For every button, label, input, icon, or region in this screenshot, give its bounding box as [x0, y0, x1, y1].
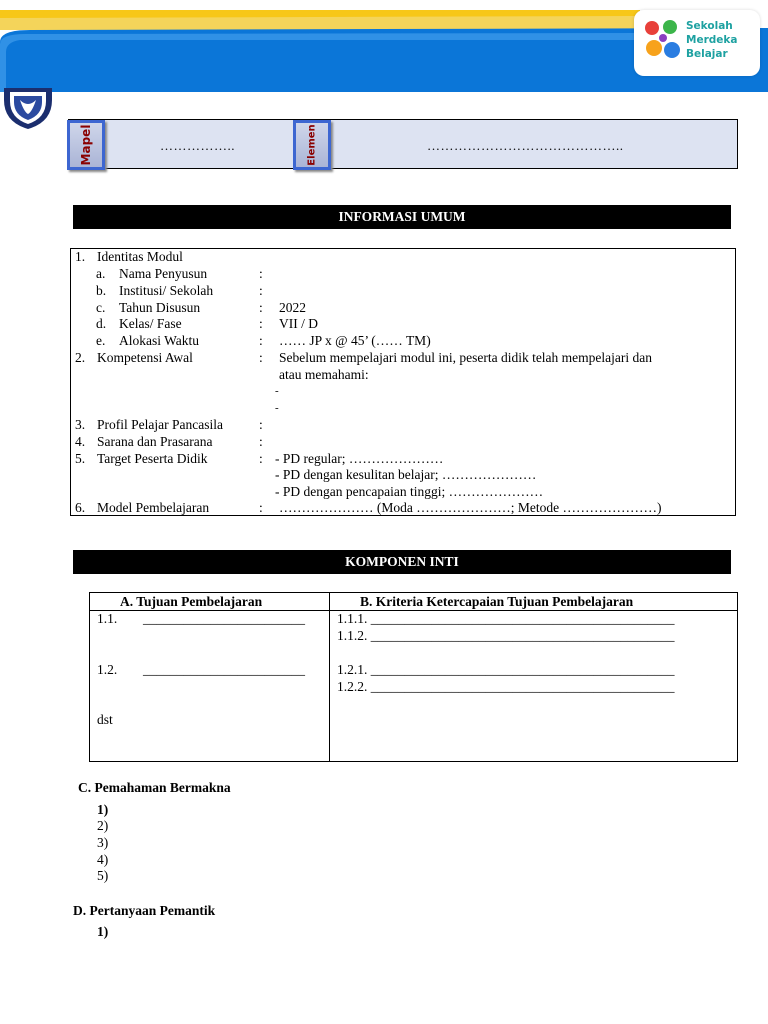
logo-line-3: Belajar [686, 48, 728, 60]
info-row-num: b. [96, 283, 107, 298]
tujuan-item-line: ________________________ [143, 611, 305, 626]
mapel-value: …………….. [160, 138, 235, 153]
kriteria-item: 1.1.2. _____________________________________________ [337, 628, 675, 643]
pemantik-item: 1) [97, 924, 109, 939]
info-row-label: Kompetensi Awal [97, 350, 193, 365]
pertanyaan-pemantik-heading: D. Pertanyaan Pemantik [73, 903, 216, 918]
info-row-label: Kelas/ Fase [119, 316, 182, 331]
info-row-label: Target Peserta Didik [97, 451, 208, 466]
tujuan-item-num: 1.2. [97, 662, 118, 677]
info-row-label: Identitas Modul [97, 249, 183, 264]
logo-figures-icon [642, 18, 684, 66]
info-row-label: Institusi/ Sekolah [119, 283, 214, 298]
pemahaman-item: 1) [97, 802, 109, 817]
col-b-header: B. Kriteria Ketercapaian Tujuan Pembelajaran [360, 594, 634, 609]
tujuan-item-line: ________________________ [143, 662, 305, 677]
info-row-label: Alokasi Waktu [119, 333, 200, 348]
pemahaman-item: 4) [97, 852, 109, 867]
info-row-sep: : [259, 300, 263, 315]
elemen-label: Elemen [306, 124, 318, 166]
logo-line-2: Merdeka [686, 34, 738, 46]
info-row-value: - PD dengan kesulitan belajar; ………………… [275, 467, 537, 482]
info-row-label: Profil Pelajar Pancasila [97, 417, 223, 432]
pemahaman-item: 5) [97, 868, 109, 883]
info-row-num: c. [96, 300, 106, 315]
info-row-num: 1. [75, 249, 86, 264]
info-row-label: Nama Penyusun [119, 266, 208, 281]
info-row-value: VII / D [279, 316, 318, 331]
info-row-sep: : [259, 500, 263, 515]
info-row-value: 2022 [279, 300, 306, 315]
info-row-num: e. [96, 333, 106, 348]
info-row-sep: : [259, 350, 263, 365]
info-row-value: atau memahami: [279, 367, 369, 382]
info-row-value: Sebelum mempelajari modul ini, peserta didik telah mempelajari dan [279, 350, 653, 365]
info-row-sep: : [259, 417, 263, 432]
info-row-sep: : [259, 434, 263, 449]
info-row-value: ………………… (Moda …………………; Metode …………………) [279, 500, 662, 515]
info-row-num: 6. [75, 500, 86, 515]
kriteria-item: 1.2.1. _____________________________________________ [337, 662, 675, 677]
info-row-num: 2. [75, 350, 86, 365]
info-row-sep: : [259, 316, 263, 331]
info-row-num: d. [96, 316, 107, 331]
informasi-umum-title: INFORMASI UMUM [73, 205, 731, 229]
tujuan-item-num: 1.1. [97, 611, 118, 626]
sekolah-merdeka-belajar-logo [634, 10, 760, 76]
table-column-divider [329, 592, 330, 762]
elemen-tab [293, 120, 331, 170]
tujuan-item-num: dst [97, 712, 113, 727]
pemahaman-item: 2) [97, 818, 109, 833]
info-row-sep: : [259, 333, 263, 348]
info-row-label: Sarana dan Prasarana [97, 434, 213, 449]
info-row-value: …… JP x @ 45’ (…… TM) [279, 333, 431, 348]
komponen-inti-title: KOMPONEN INTI [73, 550, 731, 574]
info-row-sep: : [259, 451, 263, 466]
info-row-value: - PD regular; ………………… [275, 451, 444, 466]
info-row-value: - PD dengan pencapaian tinggi; ………………… [275, 484, 544, 499]
info-row-value: - [275, 385, 279, 397]
info-row-num: 5. [75, 451, 86, 466]
logo-line-1: Sekolah [686, 20, 733, 32]
info-row-sep: : [259, 266, 263, 281]
pemahaman-item: 3) [97, 835, 109, 850]
info-row-label: Model Pembelajaran [97, 500, 210, 515]
mapel-label: Mapel [79, 124, 93, 166]
info-row-num: 4. [75, 434, 86, 449]
info-row-label: Tahun Disusun [119, 300, 201, 315]
info-row-num: 3. [75, 417, 86, 432]
col-a-header: A. Tujuan Pembelajaran [120, 594, 263, 609]
info-row-value: - [275, 402, 279, 414]
school-emblem-icon [2, 88, 54, 130]
mapel-tab [67, 120, 105, 170]
kriteria-item: 1.1.1. _____________________________________________ [337, 611, 675, 626]
pemahaman-bermakna-heading: C. Pemahaman Bermakna [78, 780, 231, 795]
info-row-sep: : [259, 283, 263, 298]
elemen-value: …………………………………….. [427, 138, 624, 153]
kriteria-item: 1.2.2. _____________________________________________ [337, 679, 675, 694]
info-row-num: a. [96, 266, 106, 281]
